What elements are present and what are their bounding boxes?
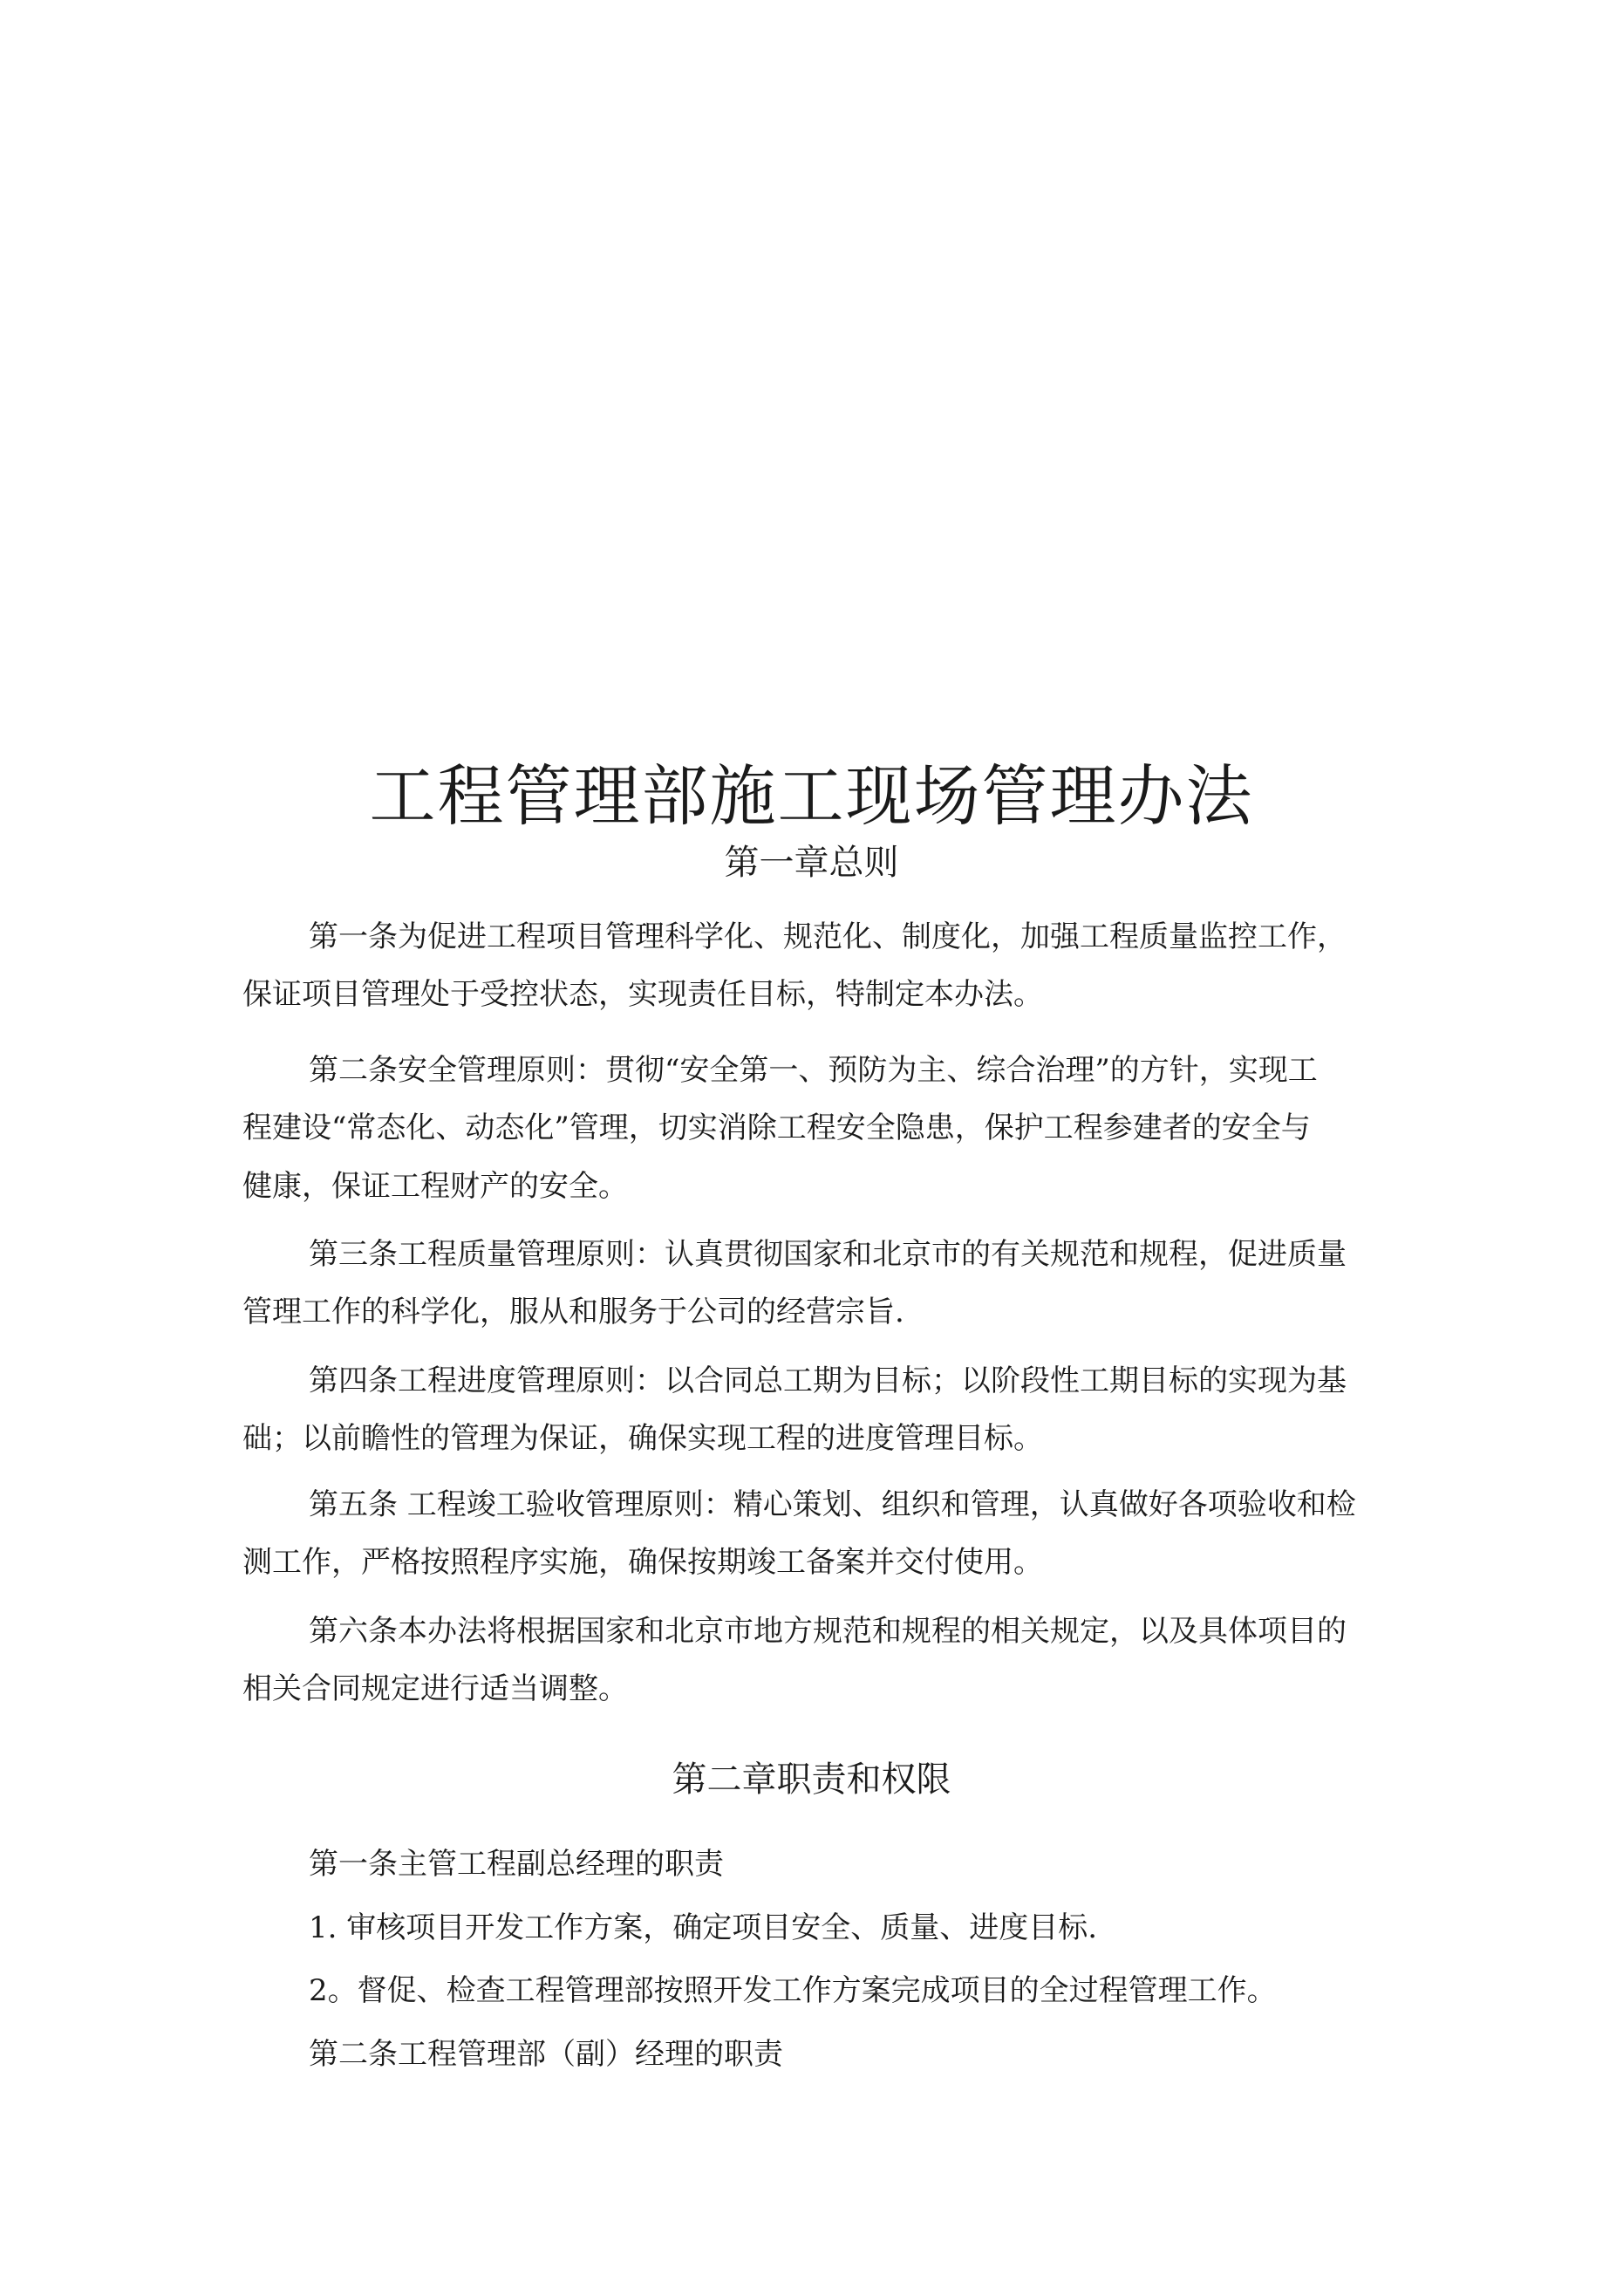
chapter-2-item: 1. 审核项目开发工作方案，确定项目安全、质量、进度目标.	[309, 1910, 1098, 1945]
paragraph-line: 相关合同规定进行适当调整。	[242, 1671, 628, 1706]
paragraph-line: 测工作，严格按照程序实施，确保按期竣工备案并交付使用。	[242, 1545, 1043, 1580]
chapter-2-heading: 第二章职责和权限	[672, 1760, 951, 1800]
chapter-1-heading: 第一章总则	[724, 843, 899, 883]
paragraph-line: 第一条为促进工程项目管理科学化、规范化、制度化，加强工程质量监控工作，	[309, 919, 1347, 954]
paragraph-line: 础；以前瞻性的管理为保证，确保实现工程的进度管理目标。	[242, 1421, 1043, 1456]
paragraph-line: 第五条 工程竣工验收管理原则：精心策划、组织和管理，认真做好各项验收和检	[309, 1487, 1356, 1522]
paragraph-line: 程建设“常态化、动态化”管理，切实消除工程安全隐患，保护工程参建者的安全与	[242, 1110, 1311, 1145]
chapter-2-item: 第二条工程管理部（副）经理的职责	[309, 2037, 783, 2072]
paragraph-line: 第二条安全管理原则：贯彻“安全第一、预防为主、综合治理”的方针，实现工	[309, 1053, 1318, 1088]
paragraph-line: 健康，保证工程财产的安全。	[242, 1169, 628, 1204]
paragraph-line: 第六条本办法将根据国家和北京市地方规范和规程的相关规定，以及具体项目的	[309, 1614, 1347, 1649]
chapter-2-item: 2。督促、检查工程管理部按照开发工作方案完成项目的全过程管理工作。	[309, 1973, 1277, 2008]
paragraph-line: 管理工作的科学化，服从和服务于公司的经营宗旨.	[242, 1295, 904, 1329]
paragraph-line: 保证项目管理处于受控状态，实现责任目标，特制定本办法。	[242, 977, 1043, 1012]
chapter-2-item: 第一条主管工程副总经理的职责	[309, 1847, 724, 1882]
paragraph-line: 第三条工程质量管理原则：认真贯彻国家和北京市的有关规范和规程，促进质量	[309, 1237, 1347, 1272]
document-title: 工程管理部施工现场管理办法	[369, 757, 1254, 835]
paragraph-line: 第四条工程进度管理原则：以合同总工期为目标；以阶段性工期目标的实现为基	[309, 1363, 1347, 1398]
